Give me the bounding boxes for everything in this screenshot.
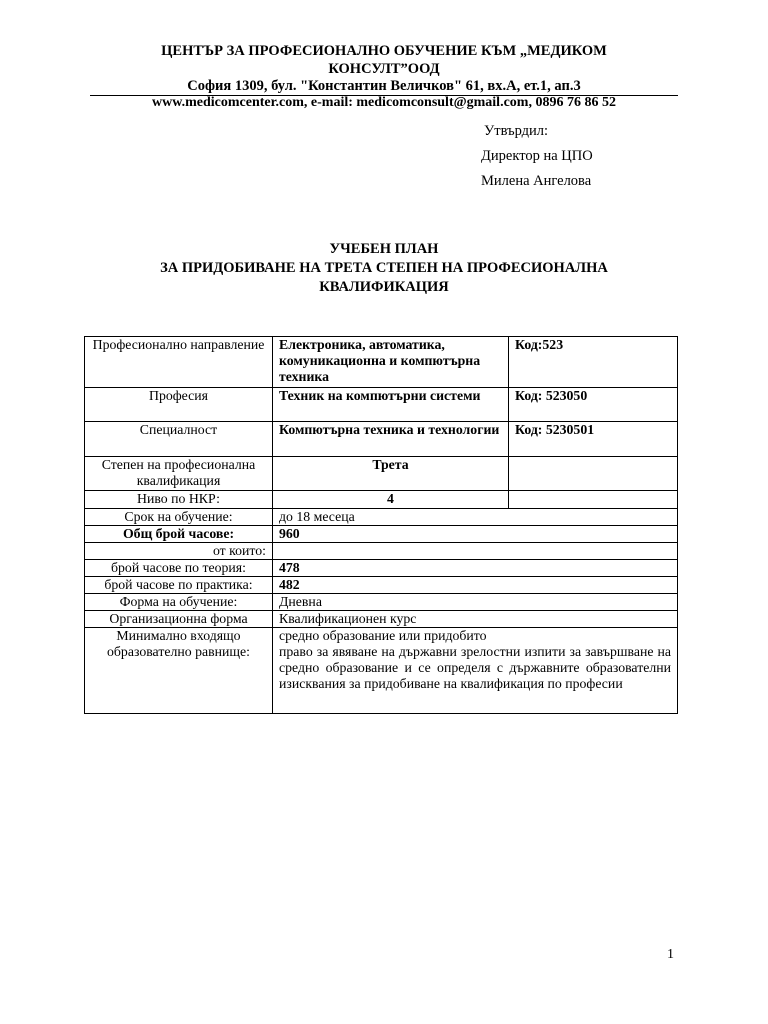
- profession-value: Техник на компютърни системи: [273, 388, 509, 422]
- nkr-code-empty: [509, 491, 678, 509]
- table-row: [85, 594, 678, 611]
- of-which-label: от които:: [85, 543, 273, 560]
- of-which-value-empty: [273, 543, 678, 560]
- header-line-1: ЦЕНТЪР ЗА ПРОФЕСИОНАЛНО ОБУЧЕНИЕ КЪМ „МЕДИКОМ: [161, 43, 607, 59]
- doc-subtitle-line-1: ЗА ПРИДОБИВАНЕ НА ТРЕТА СТЕПЕН НА ПРОФЕСИОНАЛНА: [160, 260, 608, 276]
- table-row: [85, 337, 678, 388]
- table-row: [85, 388, 678, 422]
- approval-name: Милена Ангелова: [481, 173, 592, 189]
- curriculum-table: [84, 336, 678, 714]
- degree-label: Степен на професионална квалификация: [85, 457, 273, 491]
- degree-code-empty: [509, 457, 678, 491]
- table-row: [85, 457, 678, 491]
- header-line-2: КОНСУЛТ”ООД: [328, 61, 440, 77]
- table-row: [85, 491, 678, 509]
- table-row: [85, 543, 678, 560]
- header-address: София 1309, бул. "Константин Величков" 61, вх.А, ет.1, ап.3: [187, 78, 581, 94]
- table-row: [85, 526, 678, 543]
- form-value: Дневна: [273, 594, 678, 611]
- theory-value: 478: [273, 560, 678, 577]
- nkr-value: 4: [273, 491, 509, 509]
- specialty-code: Код: 5230501: [509, 422, 678, 457]
- table-row: [85, 560, 678, 577]
- page-number: 1: [667, 947, 674, 962]
- org-form-value: Квалификационен курс: [273, 611, 678, 628]
- direction-label: Професионално направление: [85, 337, 273, 388]
- duration-value: до 18 месеца: [273, 509, 678, 526]
- min-education-rest: право за явяване на държавни зрелостни изпити за завършване на средно образование и се определя с държавните образователни изисквания за придобиване на квалификация по професии: [279, 644, 671, 691]
- min-education-label: Минимално входящо образователно равнище:: [85, 628, 273, 714]
- min-education-value: [273, 628, 678, 714]
- form-label: Форма на обучение:: [85, 594, 273, 611]
- practice-value: 482: [273, 577, 678, 594]
- theory-label: брой часове по теория:: [85, 560, 273, 577]
- degree-value: Трета: [273, 457, 509, 491]
- specialty-label: Специалност: [85, 422, 273, 457]
- direction-value: Електроника, автоматика, комуникационна и компютърна техника: [273, 337, 509, 388]
- header-contacts: www.medicomcenter.com, e-mail: medicomconsult@gmail.com, 0896 76 86 52: [152, 95, 616, 110]
- profession-label: Професия: [85, 388, 273, 422]
- approval-label: Утвърдил:: [484, 123, 549, 139]
- table-row: [85, 509, 678, 526]
- doc-title: УЧЕБЕН ПЛАН: [329, 241, 439, 257]
- profession-code: Код: 523050: [509, 388, 678, 422]
- total-hours-label: Общ брой часове:: [85, 526, 273, 543]
- total-hours-value: 960: [273, 526, 678, 543]
- practice-label: брой часове по практика:: [85, 577, 273, 594]
- org-form-label: Организационна форма: [85, 611, 273, 628]
- min-education-line-1: средно образование или придобито: [279, 628, 487, 643]
- duration-label: Срок на обучение:: [85, 509, 273, 526]
- table-row: [85, 628, 678, 714]
- specialty-value: Компютърна техника и технологии: [273, 422, 509, 457]
- table-row: [85, 611, 678, 628]
- table-row: [85, 577, 678, 594]
- approval-position: Директор на ЦПО: [481, 148, 593, 164]
- direction-code: Код:523: [509, 337, 678, 388]
- nkr-label: Ниво по НКР:: [85, 491, 273, 509]
- table-row: [85, 422, 678, 457]
- doc-subtitle-line-2: КВАЛИФИКАЦИЯ: [319, 279, 449, 295]
